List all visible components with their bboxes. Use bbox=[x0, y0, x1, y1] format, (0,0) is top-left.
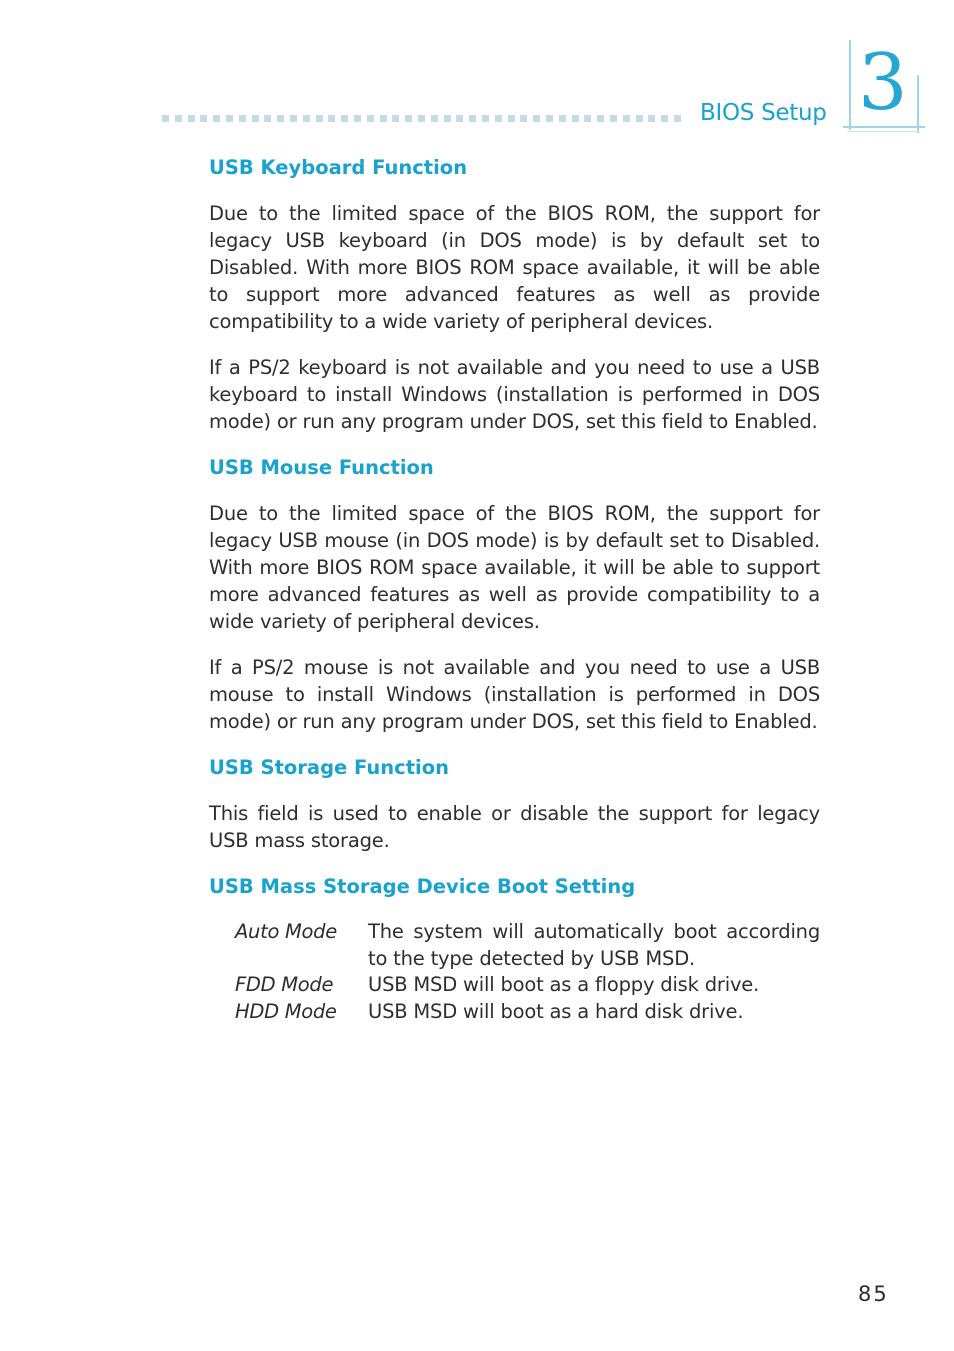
chapter-number: 3 bbox=[858, 38, 908, 128]
paragraph: Due to the limited space of the BIOS ROM, the support for legacy USB keyboard (in DOS mode) is by default set to Disabled. With more BIOS ROM space available, it will be able to support more advanced features as well as provide compatibility to a wide variety of peripheral devices. bbox=[209, 202, 820, 333]
dotted-rule bbox=[162, 115, 692, 123]
paragraph: Due to the limited space of the BIOS ROM, the support for legacy USB mouse (in DOS mode) is by default set to Disabled. With more BIOS ROM space available, it will be able to support more advanced features as well as provide compatibility to a wide variety of peripheral devices. bbox=[209, 502, 820, 633]
mode-name: HDD Mode bbox=[235, 999, 337, 1023]
paragraph: This field is used to enable or disable the support for legacy USB mass storage. bbox=[209, 802, 820, 852]
heading-usb-mass-storage-boot-setting: USB Mass Storage Device Boot Setting bbox=[209, 875, 636, 898]
page-number: 85 bbox=[858, 1282, 889, 1306]
page-header bbox=[0, 0, 954, 140]
mode-description: The system will automatically boot according to the type detected by USB MSD. bbox=[368, 920, 820, 970]
mode-row bbox=[235, 919, 820, 972]
mode-description: USB MSD will boot as a hard disk drive. bbox=[368, 999, 744, 1023]
page-content bbox=[209, 154, 820, 1025]
section-title: BIOS Setup bbox=[700, 100, 827, 126]
mode-description: USB MSD will boot as a floppy disk drive. bbox=[368, 973, 760, 996]
chapter-tab-line bbox=[847, 131, 919, 132]
mode-name: Auto Mode bbox=[235, 920, 337, 943]
paragraph: If a PS/2 keyboard is not available and you need to use a USB keyboard to install Windows (installation is performed in DOS mode) or run any program under DOS, set this field to Enabled. bbox=[209, 356, 820, 433]
mode-name: FDD Mode bbox=[235, 973, 334, 996]
mode-row bbox=[235, 972, 820, 999]
mode-list bbox=[235, 919, 820, 1025]
paragraph: If a PS/2 mouse is not available and you need to use a USB mouse to install Windows (installation is performed in DOS mode) or run any program under DOS, set this field to Enabled. bbox=[209, 656, 820, 733]
heading-usb-mouse-function: USB Mouse Function bbox=[209, 456, 434, 479]
heading-usb-storage-function: USB Storage Function bbox=[209, 756, 449, 779]
chapter-tab-line bbox=[917, 75, 919, 133]
chapter-tab-line bbox=[849, 40, 851, 130]
mode-row bbox=[235, 999, 820, 1026]
heading-usb-keyboard-function: USB Keyboard Function bbox=[209, 156, 468, 179]
